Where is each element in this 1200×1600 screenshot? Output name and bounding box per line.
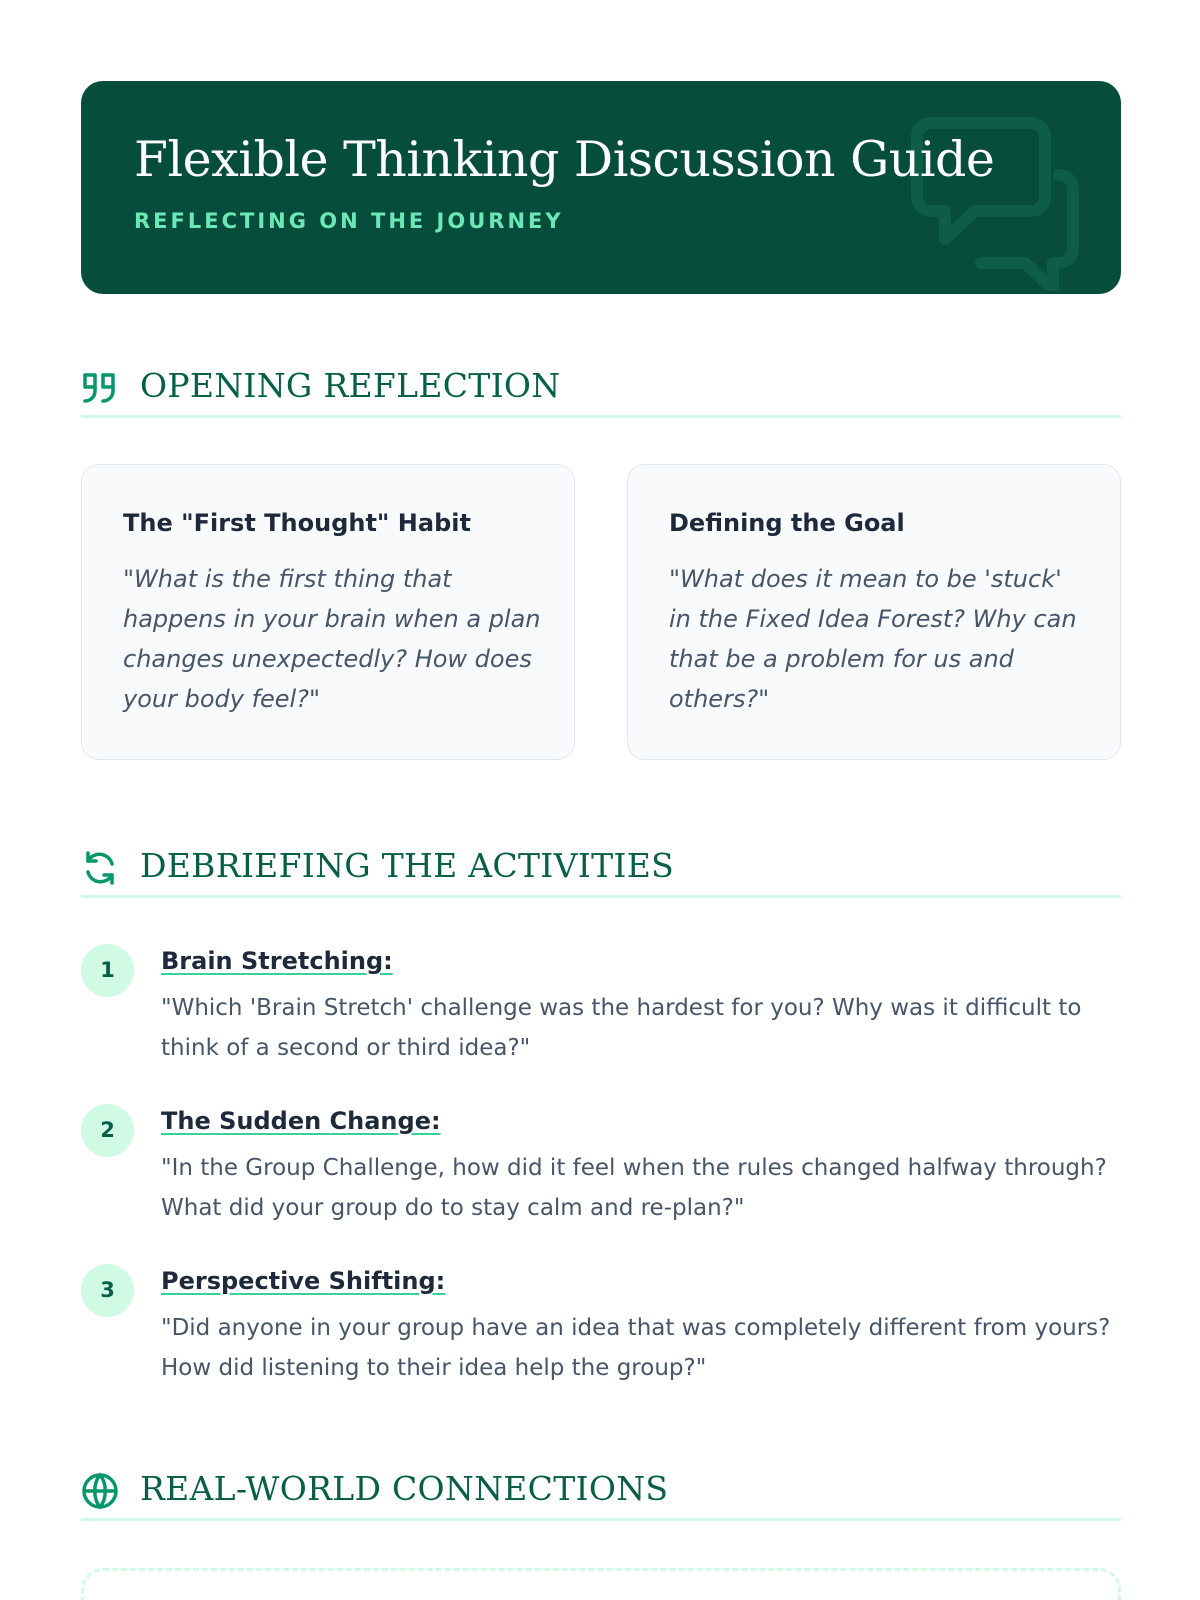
question-text: "In the Group Challenge, how did it feel when the rules changed halfway through? What did your group do to stay calm and re-plan?" xyxy=(161,1155,1107,1221)
section-divider xyxy=(81,895,1121,898)
number-badge: 3 xyxy=(81,1264,134,1317)
question-text: "Which 'Brain Stretch' challenge was the hardest for you? Why was it difficult to think of a second or third idea?" xyxy=(161,995,1082,1061)
page-subtitle: REFLECTING ON THE JOURNEY xyxy=(134,209,564,233)
reflection-card xyxy=(81,464,575,760)
page-title: Flexible Thinking Discussion Guide xyxy=(134,131,995,188)
list-item xyxy=(81,1264,1121,1394)
list-item xyxy=(81,1104,1121,1234)
card-quote: "What is the first thing that happens in your brain when a plan changes unexpectedly? How does your body feel?" xyxy=(123,565,541,713)
section-divider xyxy=(81,1518,1121,1521)
quote-icon xyxy=(81,369,119,407)
section-divider xyxy=(81,415,1121,418)
refresh-icon xyxy=(81,849,119,887)
section-real-world xyxy=(81,1461,1121,1521)
section-title: REAL-WORLD CONNECTIONS xyxy=(140,1469,669,1508)
list-item xyxy=(81,944,1121,1074)
globe-icon xyxy=(81,1472,119,1510)
card-quote: "What does it mean to be 'stuck' in the Fixed Idea Forest? Why can that be a problem for us and others?" xyxy=(669,565,1077,713)
question-text: "Did anyone in your group have an idea that was completely different from yours? How did listening to their idea help the group?" xyxy=(161,1315,1111,1381)
section-title: DEBRIEFING THE ACTIVITIES xyxy=(140,846,675,885)
card-title: Defining the Goal xyxy=(669,509,905,537)
number-badge: 1 xyxy=(81,944,134,997)
section-title: OPENING REFLECTION xyxy=(140,366,561,405)
question-title: Perspective Shifting: xyxy=(161,1267,446,1295)
connections-box xyxy=(81,1568,1121,1600)
reflection-card xyxy=(627,464,1121,760)
question-title: The Sudden Change: xyxy=(161,1107,441,1135)
header-banner xyxy=(81,81,1121,294)
section-opening-reflection xyxy=(81,358,1121,418)
card-title: The "First Thought" Habit xyxy=(123,509,471,537)
question-title: Brain Stretching: xyxy=(161,947,393,975)
number-badge: 2 xyxy=(81,1104,134,1157)
section-debriefing xyxy=(81,838,1121,898)
